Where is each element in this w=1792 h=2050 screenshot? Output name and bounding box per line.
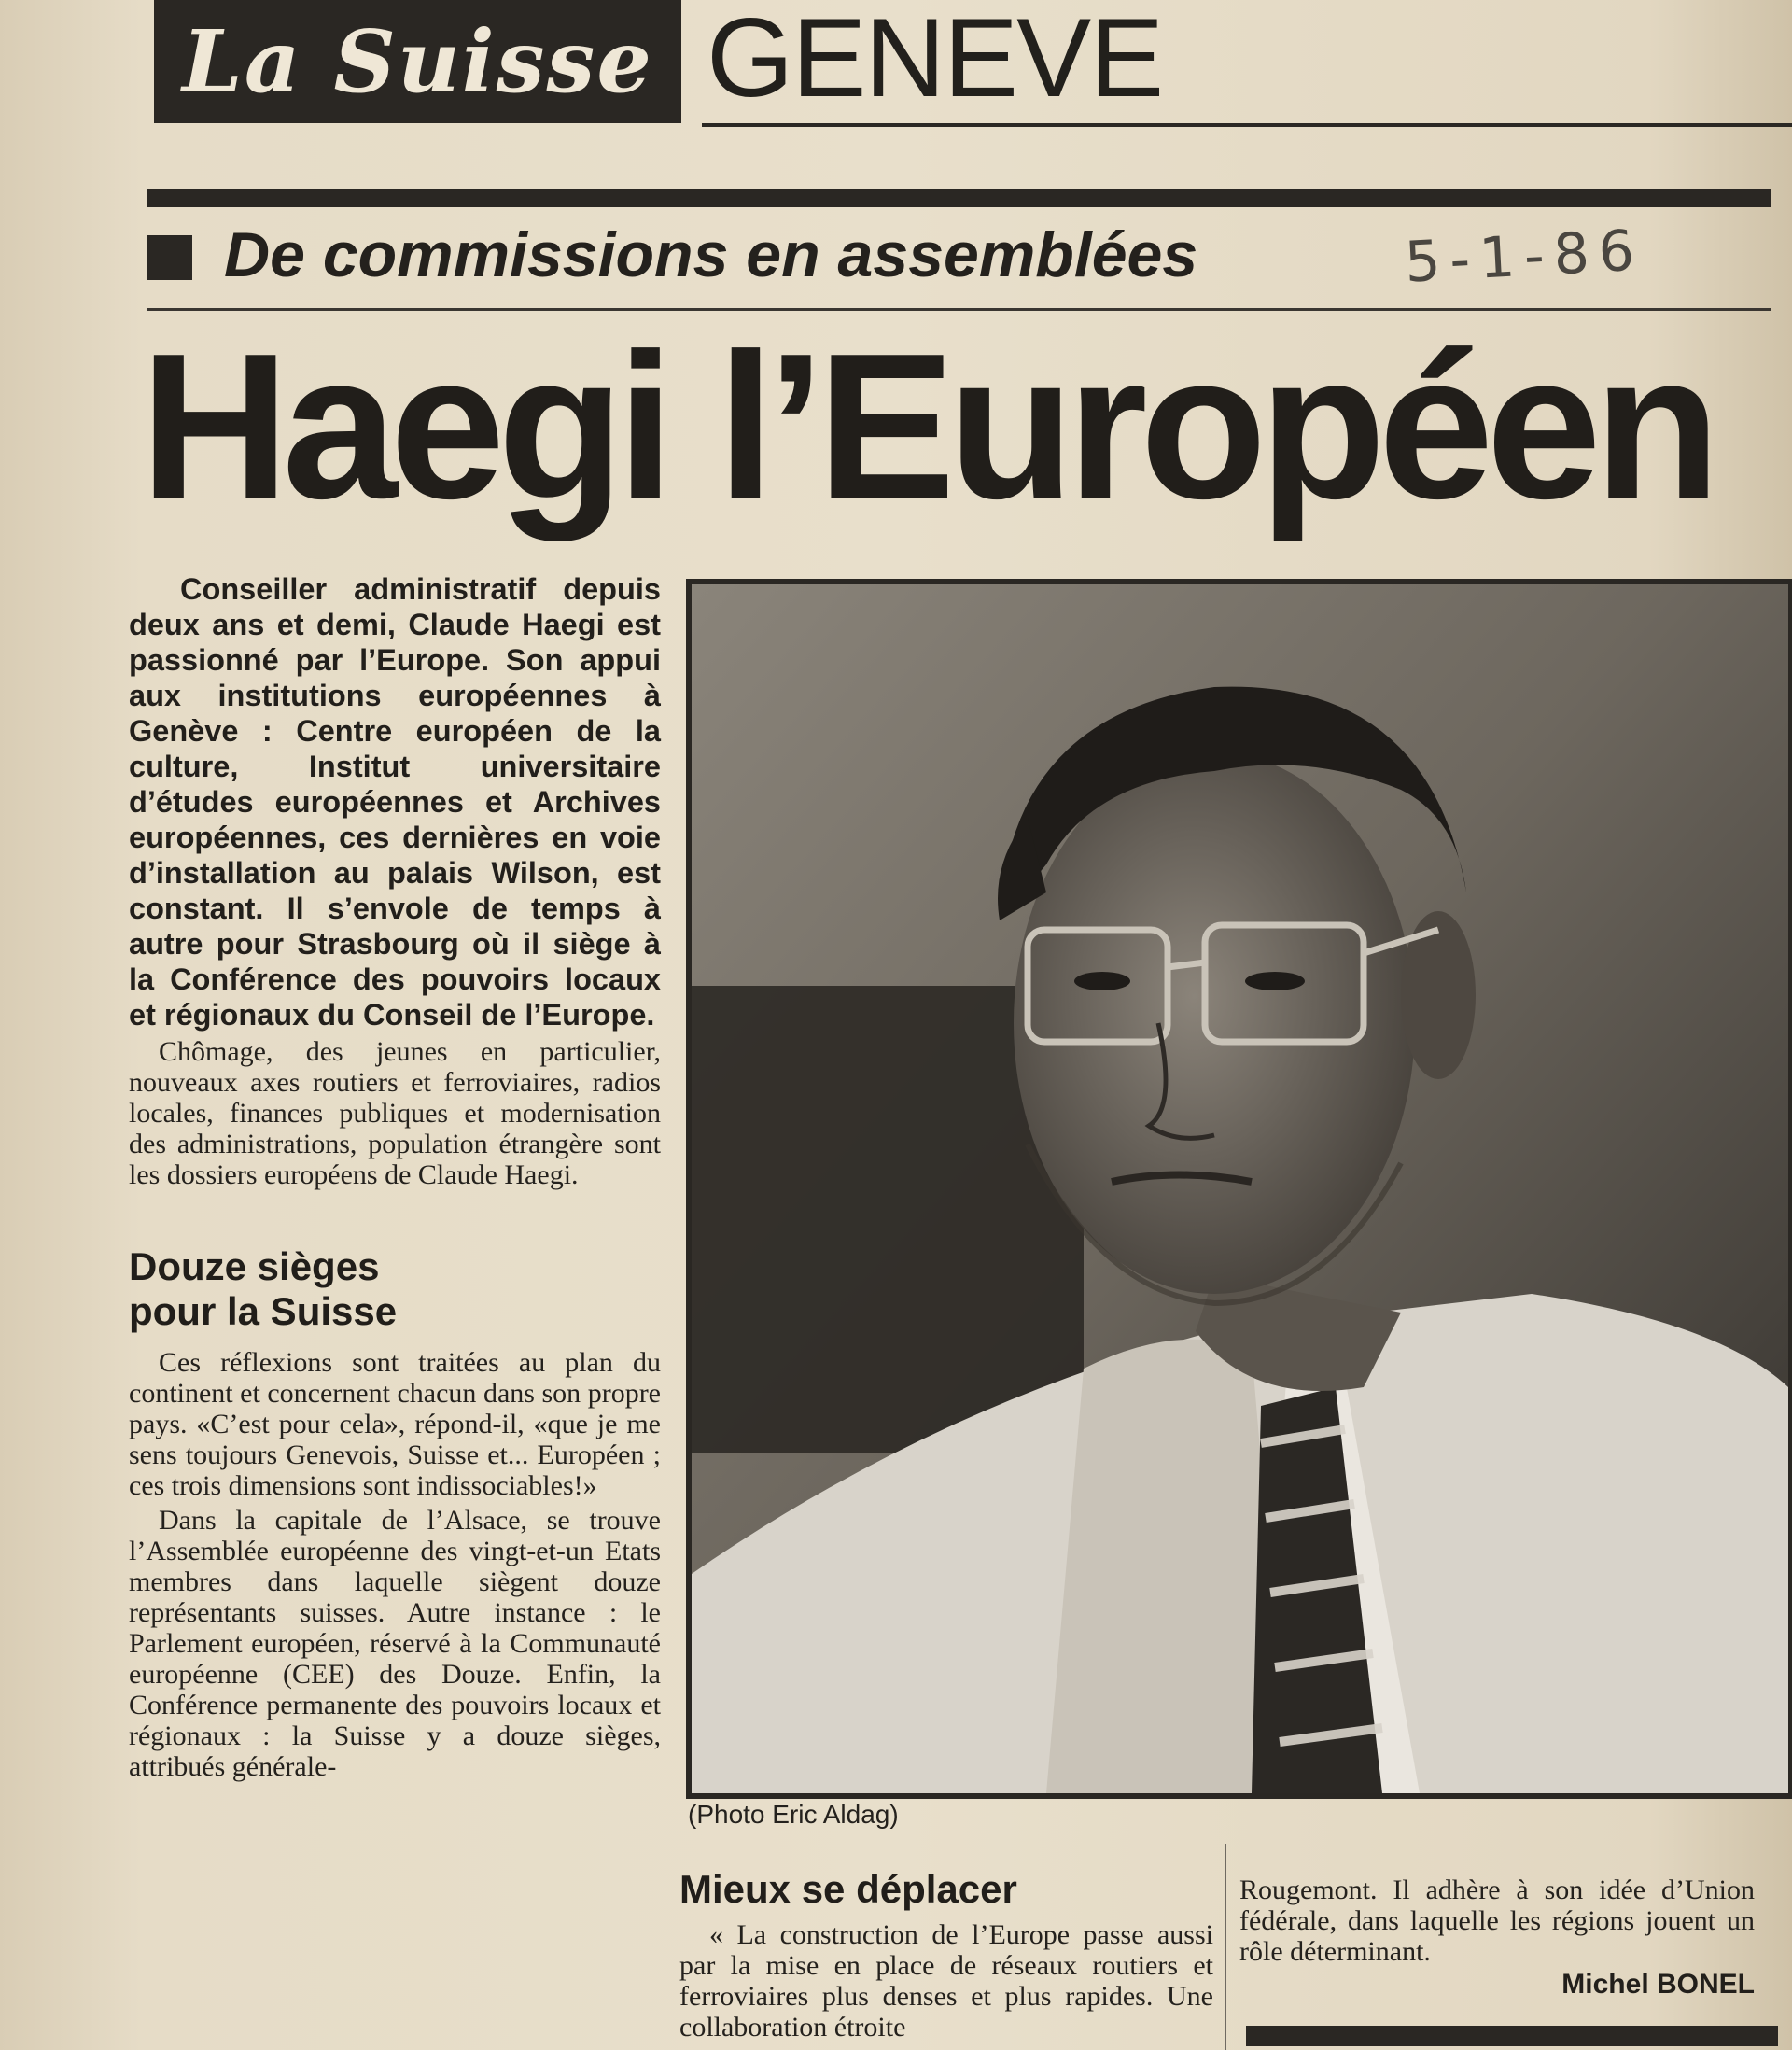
body-paragraph: Dans la capitale de l’Alsace, se trouve l’Assemblée européenne des vingt-et-un Etats membres dans laquelle siègent douze représentants suisses. Autre instance : le Parlement européen, réservé à la Communauté européenne (CEE) des Douze. Enfin, la Conférence permanente des pouvoirs locaux et régionaux : la Suisse y a douze sièges, attribués générale-	[129, 1505, 661, 1782]
section-name: GENEVE	[707, 0, 1163, 120]
subhead: Mieux se déplacer	[679, 1867, 1017, 1911]
subhead-line: Douze sièges	[129, 1244, 380, 1288]
body-paragraph: Rougemont. Il adhère à son idée d’Union fédérale, dans laquelle les régions jouent un rôle déterminant.	[1239, 1874, 1755, 1967]
photo-caption: (Photo Eric Aldag)	[688, 1800, 899, 1829]
divider	[702, 123, 1792, 127]
lead-paragraph: Conseiller administratif depuis deux ans et demi, Claude Haegi est passionné par l’Europe. Son appui aux institutions européennes à Genève : Centre européen de la culture, Institut universitaire d’études européennes et Archives européennes, ces dernières en voie d’installation au palais Wilson, est constant. Il s’envole de temps à autre pour Strasbourg où il siège à la Conférence des pouvoirs locaux et régionaux du Conseil de l’Europe.	[129, 572, 661, 1032]
subhead	[129, 1244, 661, 1334]
handwritten-date: 5-1-86	[1403, 218, 1645, 296]
body-paragraph: « La construction de l’Europe passe aussi par la mise en place de réseaux routiers et ferroviaires plus denses et plus rapides. Une collaboration étroite	[679, 1919, 1213, 2043]
article-column-2	[679, 1867, 1213, 2043]
article-column-1	[129, 571, 661, 1782]
divider	[1246, 2026, 1778, 2046]
subhead-line: pour la Suisse	[129, 1289, 398, 1333]
headline: Haegi l’Européen	[140, 311, 1714, 542]
column-divider	[1225, 1844, 1226, 2050]
divider	[147, 189, 1771, 207]
author-signature: Michel BONEL	[1561, 1969, 1755, 2000]
body-paragraph: Chômage, des jeunes en particulier, nouveaux axes routiers et ferroviaires, radios locales, finances publiques et modernisation des administrations, population étrangère sont les dossiers européens de Claude Haegi.	[129, 1036, 661, 1190]
masthead-logo-box	[154, 0, 681, 123]
kicker: De commissions en assemblées	[224, 219, 1198, 290]
article-column-3	[1239, 1874, 1755, 2001]
masthead-logo: La Suisse	[182, 11, 653, 112]
portrait-photo	[686, 579, 1792, 1799]
body-paragraph: Ces réflexions sont traitées au plan du continent et concernent chacun dans son propre pays. «C’est pour cela», répond-il, «que je me sens toujours Genevois, Suisse et... Européen ; ces trois dimensions sont indissociables!»	[129, 1347, 661, 1501]
kicker-square-icon	[147, 235, 192, 280]
portrait-illustration	[692, 584, 1788, 1793]
